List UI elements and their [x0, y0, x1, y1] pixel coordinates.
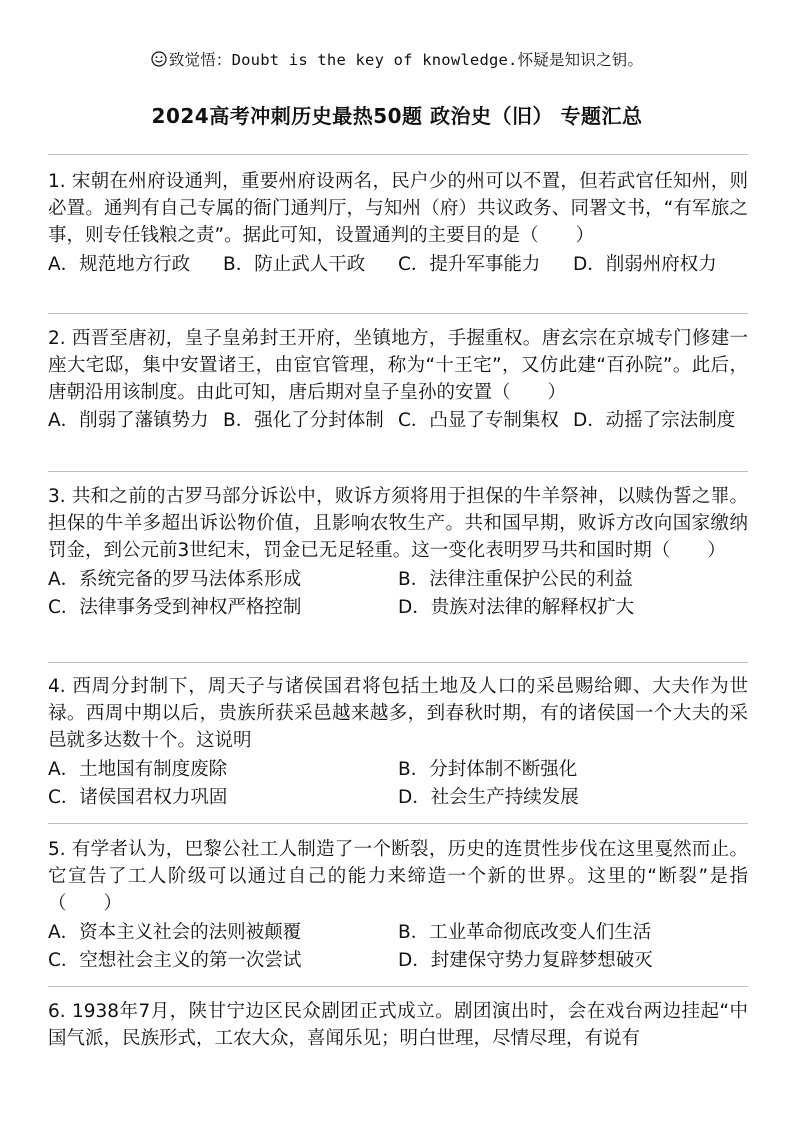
option-d: D．动摇了宗法制度 — [573, 410, 736, 431]
option-b: B．分封体制不断强化 — [398, 759, 578, 780]
question-6 — [48, 998, 748, 1052]
option-d: D．削弱州府权力 — [573, 254, 717, 275]
option-a: A．规范地方行政 — [48, 254, 191, 275]
option-c: C．凸显了专制集权 — [398, 410, 559, 431]
option-a: A．资本主义社会的法则被颠覆 — [48, 922, 302, 943]
option-a: A．系统完备的罗马法体系形成 — [48, 569, 302, 590]
option-b: B．法律注重保护公民的利益 — [398, 569, 633, 590]
options-list — [48, 251, 748, 279]
option-c: C．法律事务受到神权严格控制 — [48, 597, 302, 618]
question-stem: 6. 1938年7月，陕甘宁边区民众剧团正式成立。剧团演出时，会在戏台两边挂起“中国气派，民族形式，工农大众，喜闻乐见；明白世理，尽情尽理，有说有 — [48, 1001, 748, 1049]
question-3 — [48, 483, 748, 622]
question-stem: 2. 西晋至唐初，皇子皇弟封王开府，坐镇地方，手握重权。唐玄宗在京城专门修建一座大宅邸，集中安置诸王，由宦官管理，称为“十王宅”，又仿此建“百孙院”。此后，唐朝沿用该制度。由此可知，唐后期对皇子皇孙的安置（ ） — [48, 328, 748, 403]
option-c: C．空想社会主义的第一次尝试 — [48, 950, 302, 971]
question-5 — [48, 836, 748, 975]
divider — [48, 471, 748, 472]
divider — [48, 154, 748, 155]
question-stem: 1. 宋朝在州府设通判，重要州府设两名，民户少的州可以不置，但若武官任知州，则必置。通判有自己专属的衙门通判厅，与知州（府）共议政务、同署文书，“有军旅之事，则专任钱粮之责”。据此可知，设置通判的主要目的是（ ） — [48, 171, 748, 246]
options-list — [48, 756, 748, 812]
option-d: D．贵族对法律的解释权扩大 — [398, 597, 635, 618]
option-c: C．诸侯国君权力巩固 — [48, 787, 228, 808]
options-list — [48, 566, 748, 622]
option-d: D．封建保守势力复辟梦想破灭 — [398, 950, 653, 971]
motto-text: 致觉悟：Doubt is the key of knowledge.怀疑是知识之钥。 — [168, 51, 644, 69]
option-a: A．土地国有制度废除 — [48, 759, 228, 780]
option-a: A．削弱了藩镇势力 — [48, 410, 209, 431]
header-motto — [0, 48, 794, 70]
option-b: B．工业革命彻底改变人们生活 — [398, 922, 652, 943]
question-2 — [48, 325, 748, 434]
divider — [48, 823, 748, 824]
options-list — [48, 919, 748, 975]
question-stem: 5. 有学者认为，巴黎公社工人制造了一个断裂，历史的连贯性步伐在这里戛然而止。它宣告了工人阶级可以通过自己的能力来缔造一个新的世界。这里的“断裂”是指（ ） — [48, 839, 748, 914]
option-b: B．防止武人干政 — [223, 254, 366, 275]
page-title: 2024高考冲刺历史最热50题 政治史（旧） 专题汇总 — [151, 104, 643, 128]
options-list — [48, 408, 748, 434]
divider — [48, 313, 748, 314]
question-stem: 3. 共和之前的古罗马部分诉讼中，败诉方须将用于担保的牛羊祭神，以赎伪誓之罪。担保的牛羊多超出诉讼物价值，且影响农牧生产。共和国早期，败诉方改向国家缴纳罚金，到公元前3世纪末，罚金已无足轻重。这一变化表明罗马共和国时期（ ） — [48, 486, 748, 561]
option-c: C．提升军事能力 — [398, 254, 541, 275]
question-1 — [48, 168, 748, 279]
question-4 — [48, 673, 748, 812]
question-stem: 4. 西周分封制下，周天子与诸侯国君将包括土地及人口的采邑赐给卿、大夫作为世禄。西周中期以后，贵族所获采邑越来越多，到春秋时期，有的诸侯国一个大夫的采邑就多达数十个。这说明 — [48, 676, 748, 751]
divider — [48, 662, 748, 663]
divider — [48, 986, 748, 987]
option-b: B．强化了分封体制 — [223, 410, 384, 431]
smiley-icon — [151, 51, 167, 69]
option-d: D．社会生产持续发展 — [398, 787, 579, 808]
